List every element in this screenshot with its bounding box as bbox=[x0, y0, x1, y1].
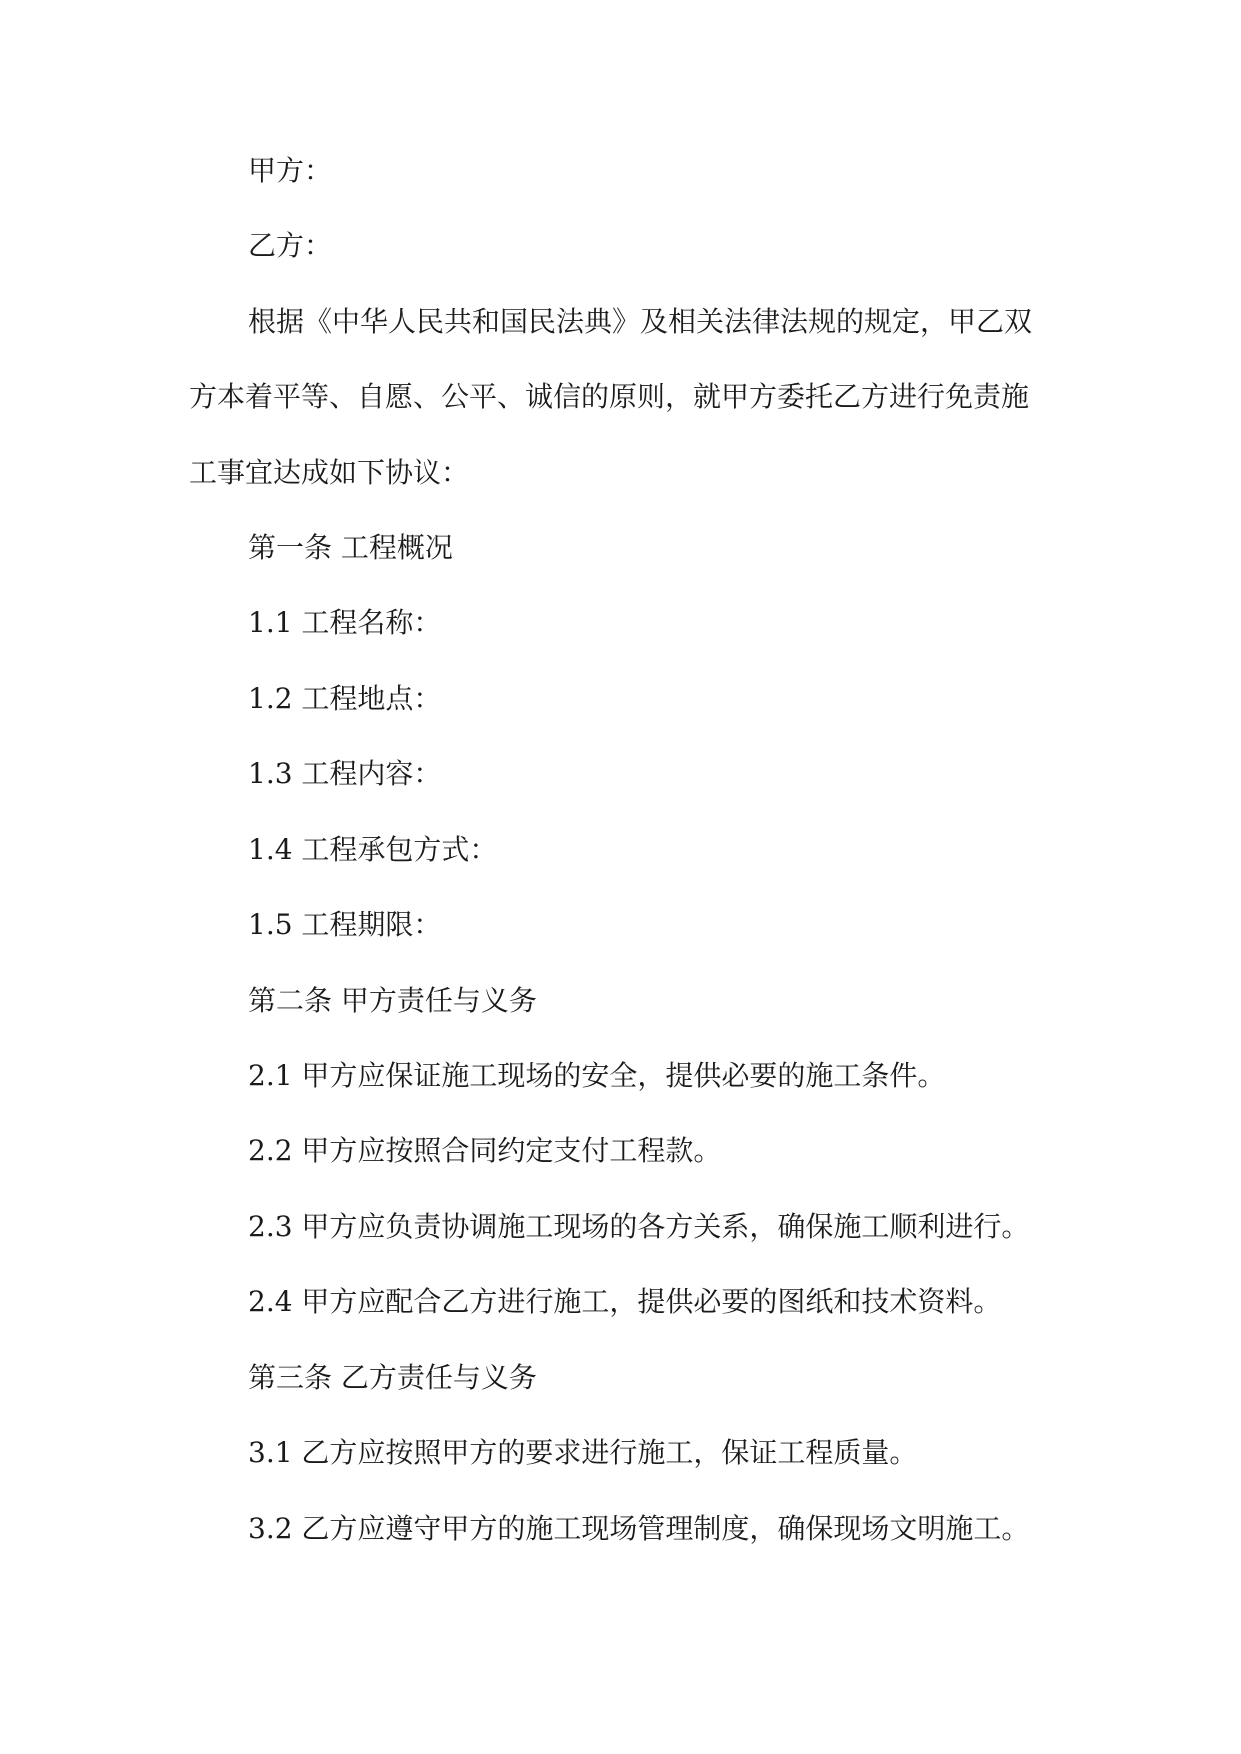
article-3-item-1: 3.1 乙方应按照甲方的要求进行施工，保证工程质量。 bbox=[248, 1436, 918, 1469]
article-1-item-3: 1.3 工程内容： bbox=[248, 757, 442, 790]
preamble-line-2: 方本着平等、自愿、公平、诚信的原则，就甲方委托乙方进行免责施 bbox=[189, 380, 1030, 413]
article-2-item-1: 2.1 甲方应保证施工现场的安全，提供必要的施工条件。 bbox=[248, 1059, 946, 1092]
preamble-line-3: 工事宜达成如下协议： bbox=[189, 456, 470, 489]
article-1-item-1: 1.1 工程名称： bbox=[248, 606, 442, 639]
article-2-item-4: 2.4 甲方应配合乙方进行施工，提供必要的图纸和技术资料。 bbox=[248, 1285, 1002, 1318]
party-a-line: 甲方： bbox=[248, 154, 333, 187]
article-1-heading: 第一条 工程概况 bbox=[248, 531, 453, 564]
article-1-item-2: 1.2 工程地点： bbox=[248, 682, 442, 715]
party-b-line: 乙方： bbox=[248, 229, 333, 262]
article-3-heading: 第三条 乙方责任与义务 bbox=[248, 1361, 537, 1394]
article-1-item-4: 1.4 工程承包方式： bbox=[248, 833, 498, 866]
article-2-heading: 第二条 甲方责任与义务 bbox=[248, 984, 537, 1017]
article-2-item-3: 2.3 甲方应负责协调施工现场的各方关系，确保施工顺利进行。 bbox=[248, 1210, 1030, 1243]
article-3-item-2: 3.2 乙方应遵守甲方的施工现场管理制度，确保现场文明施工。 bbox=[248, 1512, 1030, 1545]
article-2-item-2: 2.2 甲方应按照合同约定支付工程款。 bbox=[248, 1134, 722, 1167]
article-1-item-5: 1.5 工程期限： bbox=[248, 908, 442, 941]
preamble-line-1: 根据《中华人民共和国民法典》及相关法律法规的规定，甲乙双 bbox=[248, 305, 1033, 338]
